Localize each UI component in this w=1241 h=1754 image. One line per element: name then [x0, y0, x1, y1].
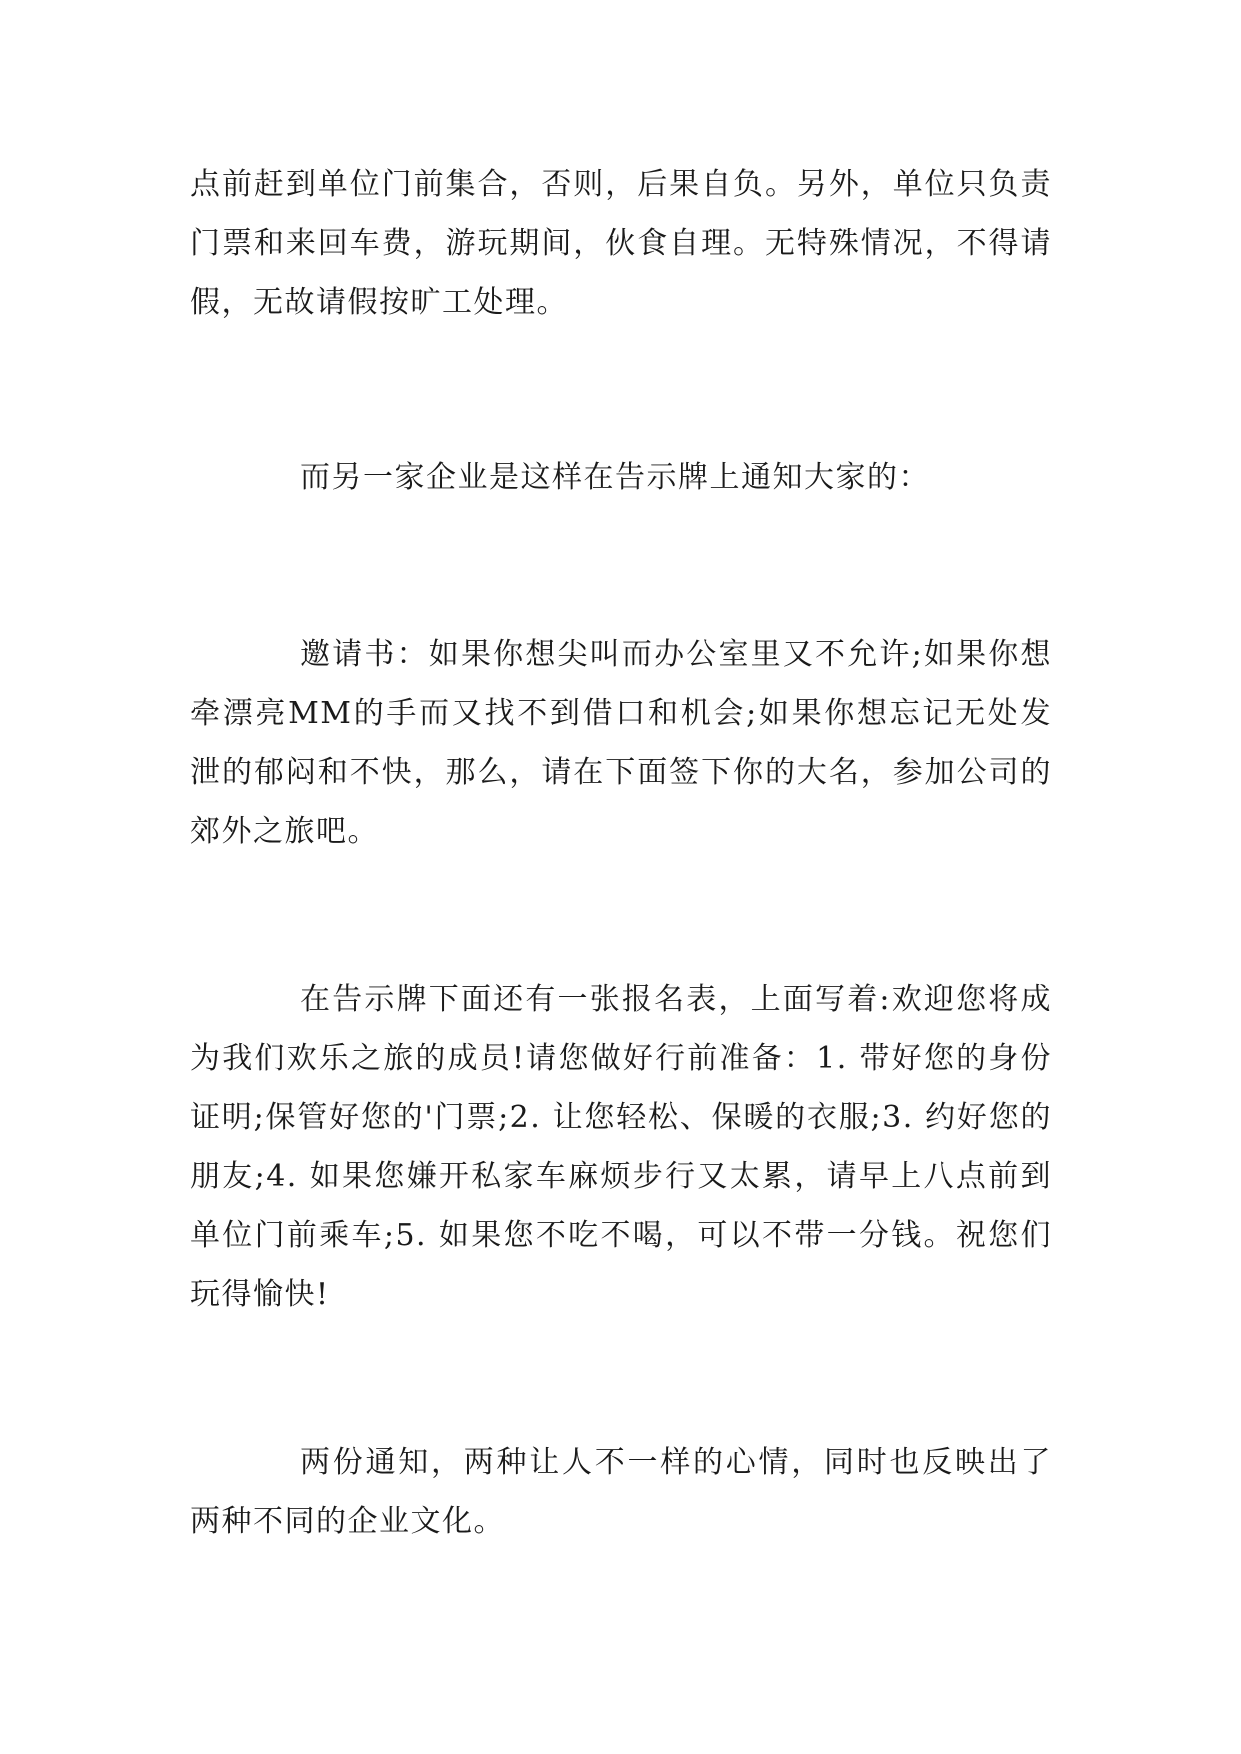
paragraph-signup-form: 在告示牌下面还有一张报名表，上面写着:欢迎您将成为我们欢乐之旅的成员!请您做好行前准备：1. 带好您的身份证明;保管好您的'门票;2. 让您轻松、保暖的衣服;3. 约好您的朋友;4. 如果您嫌开私家车麻烦步行又太累，请早上八点前到单位门前乘车;5. 如果您不吃不喝，可以不带一分钱。祝您们玩得愉快!: [190, 982, 1052, 1312]
paragraph-conclusion: 两份通知，两种让人不一样的心情，同时也反映出了两种不同的企业文化。: [190, 1445, 1052, 1539]
paragraph-continuation: 点前赶到单位门前集合，否则，后果自负。另外，单位只负责门票和来回车费，游玩期间，伙食自理。无特殊情况，不得请假，无故请假按旷工处理。: [190, 167, 1052, 320]
paragraph-invitation: 邀请书：如果你想尖叫而办公室里又不允许;如果你想牵漂亮MM的手而又找不到借口和机会;如果你想忘记无处发泄的郁闷和不快，那么，请在下面签下你的大名，参加公司的郊外之旅吧。: [190, 637, 1052, 849]
paragraph-second-company-intro: 而另一家企业是这样在告示牌上通知大家的：: [300, 460, 930, 495]
